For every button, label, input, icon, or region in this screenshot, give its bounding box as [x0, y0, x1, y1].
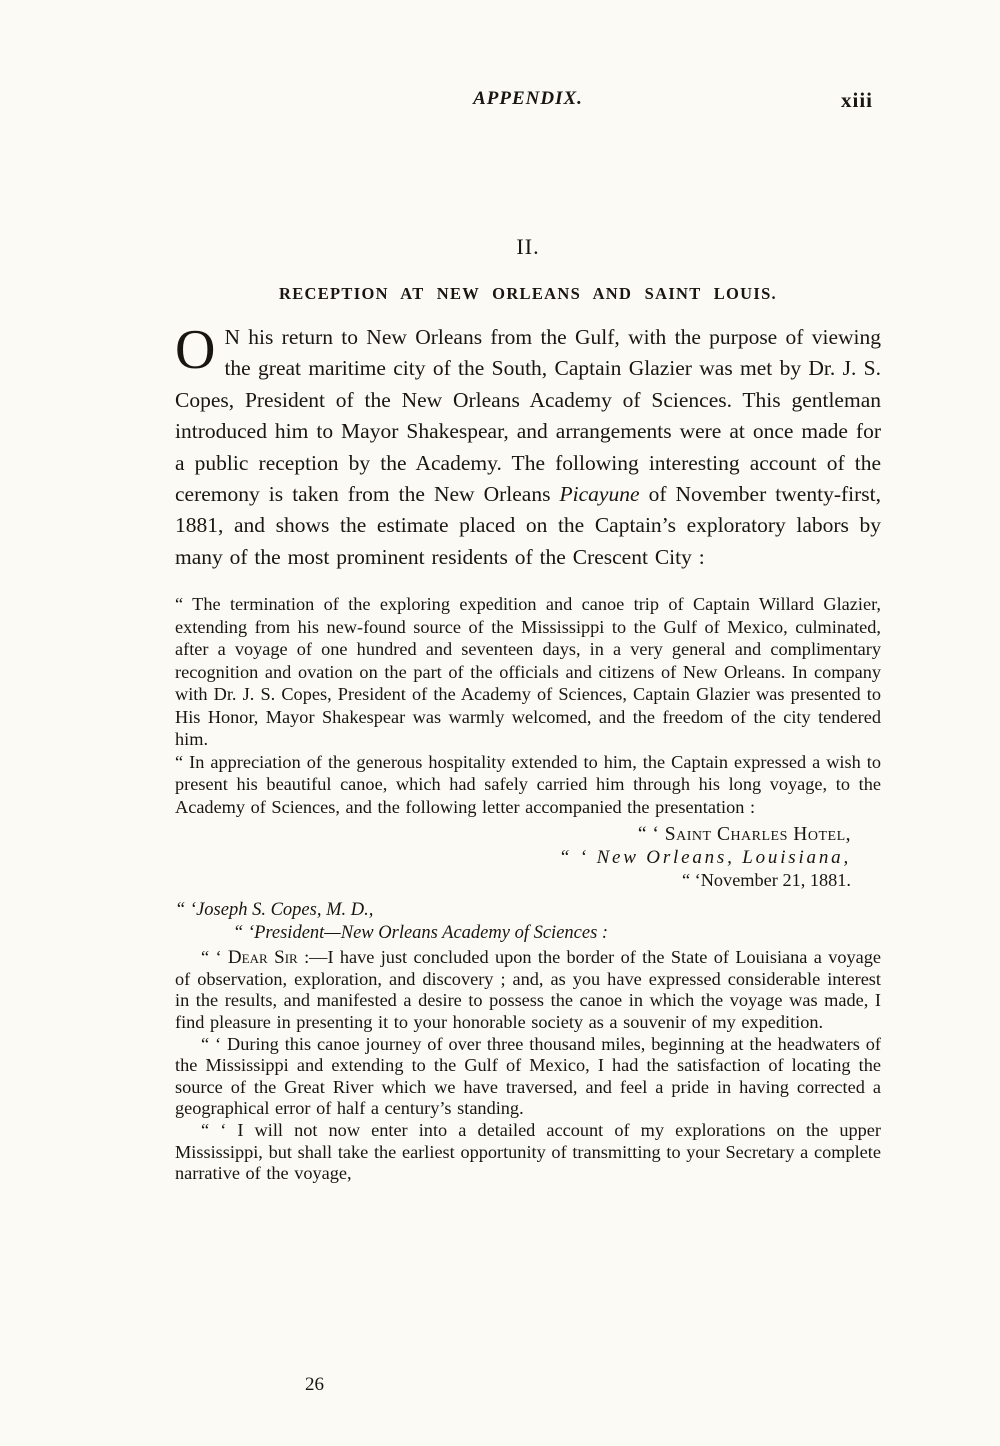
- letter-salutation: Dear Sir: [227, 947, 298, 969]
- intro-text-1: N his return to New Orleans from the Gulf, with the purpose of viewing the great maritime city of the South, Captain Glazier was met by Dr. J. S. Copes, President of the New Orleans Academy of Sciences. This gentleman introduced him to Mayor Shakespear, and arrangements were at once made for a public reception by the Academy. The following interesting account of the ceremony is taken from the New Orleans: [175, 325, 881, 507]
- drop-cap: O: [175, 319, 216, 381]
- extract-paragraph-2: “ In appreciation of the generous hospitality extended to him, the Captain expressed a wish to present his beautiful canoe, which had safely carried him through his long voyage, to the Academy of Sciences, and the following letter accompanied the presentation :: [175, 751, 881, 817]
- letter-heading: [175, 823, 881, 892]
- intro-text-2: of November twenty-first, 1881, and shows the estimate placed on the Captain’s exploratory labors by many of the most prominent residents of the Crescent City :: [175, 482, 881, 569]
- book-page: [175, 88, 881, 1185]
- letter-date-line: “ ‘November 21, 1881.: [681, 870, 851, 891]
- letter-place-line: “ ‘ New Orleans, Louisiana,: [558, 847, 851, 869]
- letter-paragraph-2: “ ‘ During this canoe journey of over three thousand miles, beginning at the headwaters of the Mississippi and extending to the Gulf of Mexico, I had the satisfaction of locating the source of the Great River which we have traversed, and feel a pride in having corrected a geographical error of half a century’s standing.: [175, 1033, 881, 1119]
- running-title: APPENDIX.: [473, 88, 583, 109]
- picayune-title: Picayune: [559, 482, 640, 507]
- addressee-title: “ ‘President—New Orleans Academy of Sciences :: [233, 922, 609, 943]
- page-number: xiii: [840, 88, 873, 112]
- letter: [175, 823, 881, 1185]
- section-title: RECEPTION AT NEW ORLEANS AND SAINT LOUIS.: [279, 284, 777, 303]
- newspaper-extract: [175, 593, 881, 818]
- running-head: [175, 88, 881, 118]
- letter-addressee: [175, 899, 881, 944]
- letter-p1-prefix: “ ‘: [201, 947, 228, 968]
- letter-paragraph-3: “ ‘ I will not now enter into a detailed account of my explorations on the upper Mississippi, but shall take the earliest opportunity of transmitting to your Secretary a complete narrative of the voyage,: [175, 1120, 881, 1184]
- signature-number: 26: [305, 1374, 324, 1395]
- letter-p1-rest: :—I have just concluded upon the border of the State of Louisiana a voyage of observation, exploration, and discovery ; and, as you have expressed considerable interest in the results, and manifested a desire to possess the canoe in which the voyage was made, I find pleasure in presenting it to your honorable society as a souvenir of my expedition.: [175, 947, 882, 1033]
- letter-body: [175, 947, 881, 1185]
- addressee-name: “ ‘Joseph S. Copes, M. D.,: [175, 900, 374, 921]
- letter-paragraph-1: [175, 947, 881, 1033]
- section-number: II.: [516, 234, 540, 259]
- intro-paragraph: [175, 319, 881, 573]
- letter-hotel-line: “ ‘ Saint Charles Hotel,: [637, 824, 851, 846]
- extract-paragraph-1: “ The termination of the exploring expedition and canoe trip of Captain Willard Glazier, extending from his new-found source of the Mississippi to the Gulf of Mexico, culminated, after a voyage of one hundred and seventeen days, in a very general and complimentary recognition and ovation on the part of the officials and citizens of New Orleans. In company with Dr. J. S. Copes, President of the Academy of Sciences, Captain Glazier was presented to His Honor, Mayor Shakespear was warmly welcomed, and the freedom of the city tendered him.: [175, 594, 881, 750]
